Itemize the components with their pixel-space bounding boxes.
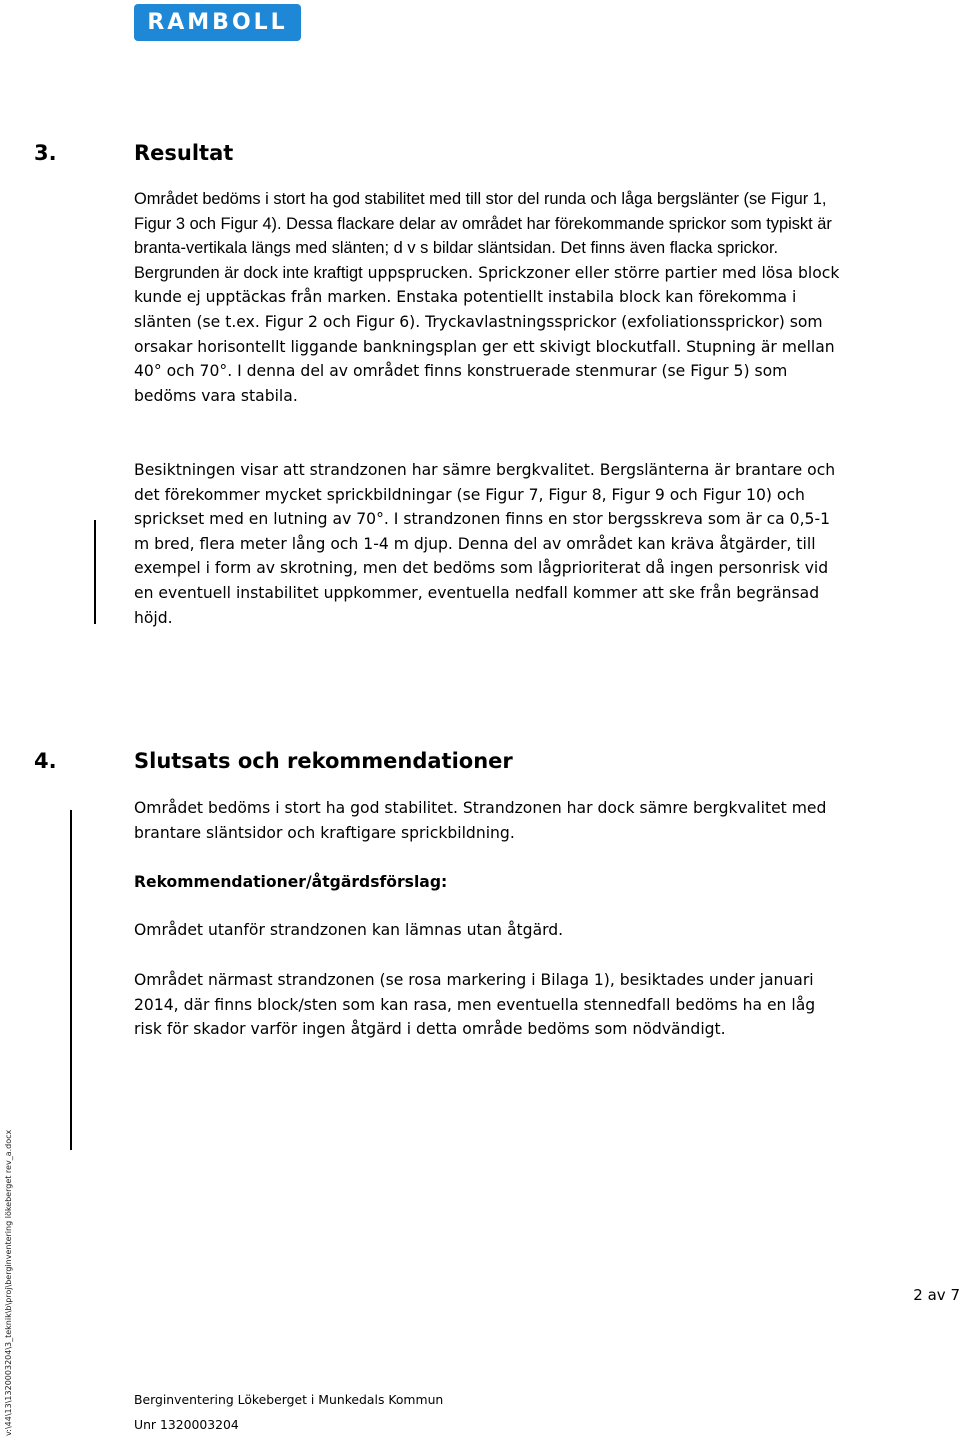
recommendations-subheading: Rekommendationer/åtgärdsförslag: xyxy=(134,873,448,891)
file-path-margin: v:\44\13\1320003204\3_teknik\b\proj\berginventering lökeberget rev_a.docx xyxy=(4,1129,13,1436)
change-bar xyxy=(70,810,72,1150)
section-3-paragraph-1-start: Området bedöms i stort ha god stabilitet med till stor del runda och låga bergslänter (se Figur 1, Figur 3 och Figur 4). Dessa flackare delar av området har förekommande sprickor som typiskt är branta-vertikala längs med slänten; d v s bildar släntsidan. Det finns även flacka sprickor. Bergrunden är dock inte kraftigt xyxy=(134,190,832,282)
page-number: 2 av 7 xyxy=(913,1286,960,1304)
section-3-title: Resultat xyxy=(134,141,234,165)
section-4-paragraph-2: Området utanför strandzonen kan lämnas utan åtgärd. xyxy=(134,921,564,939)
change-bar xyxy=(94,520,96,624)
section-4-paragraph-1: Området bedöms i stort ha god stabilitet. Strandzonen har dock sämre bergkvalitet med brantare släntsidor och kraftigare sprickbildning. xyxy=(134,799,827,842)
section-4-number: 4. xyxy=(34,749,57,773)
section-3-paragraph-2: Besiktningen visar att strandzonen har sämre bergkvalitet. Bergslänterna är brantare och det förekommer mycket sprickbildningar (se Figur 7, Figur 8, Figur 9 och Figur 10) och sprickset med en lutning av 70°. I strandzonen finns en stor bergsskreva som är ca 0,5-1 m bred, flera meter lång och 1-4 m djup. Denna del av området kan kräva åtgärder, till exempel i form av skrotning, men det bedöms som lågprioriterat då ingen personrisk vid en eventuell instabilitet uppkommer, eventuella nedfall kommer att ske från begränsad höjd. xyxy=(134,461,836,627)
footer-unr: Unr 1320003204 xyxy=(134,1417,239,1432)
section-4-title: Slutsats och rekommendationer xyxy=(134,749,513,773)
section-4-paragraph-3: Området närmast strandzonen (se rosa markering i Bilaga 1), besiktades under januari 2014, där finns block/sten som kan rasa, men eventuella stennedfall bedöms ha en låg risk för skador varför ingen åtgärd i detta område bedöms som nödvändigt. xyxy=(134,971,816,1039)
section-3-number: 3. xyxy=(34,141,57,165)
section-3-heading xyxy=(34,141,233,165)
section-4-heading xyxy=(34,749,513,773)
ramboll-logo xyxy=(134,4,301,41)
footer-title: Berginventering Lökeberget i Munkedals Kommun xyxy=(134,1392,444,1407)
logo-text: RAMBOLL xyxy=(147,10,288,35)
section-3-paragraph-1 xyxy=(134,187,846,408)
section-3-paragraph-1-rest: uppsprucken. Sprickzoner eller större partier med lösa block kunde ej upptäckas från marken. Enstaka potentiellt instabila block kan förekomma i slänten (se t.ex. Figur 2 och Figur 6). Tryckavlastningssprickor (exfoliationssprickor) som orsakar horisontellt liggande bankningsplan ger ett skivigt blockutfall. Stupning är mellan 40° och 70°. I denna del av området finns konstruerade stenmurar (se Figur 5) som bedöms vara stabila. xyxy=(134,263,840,405)
